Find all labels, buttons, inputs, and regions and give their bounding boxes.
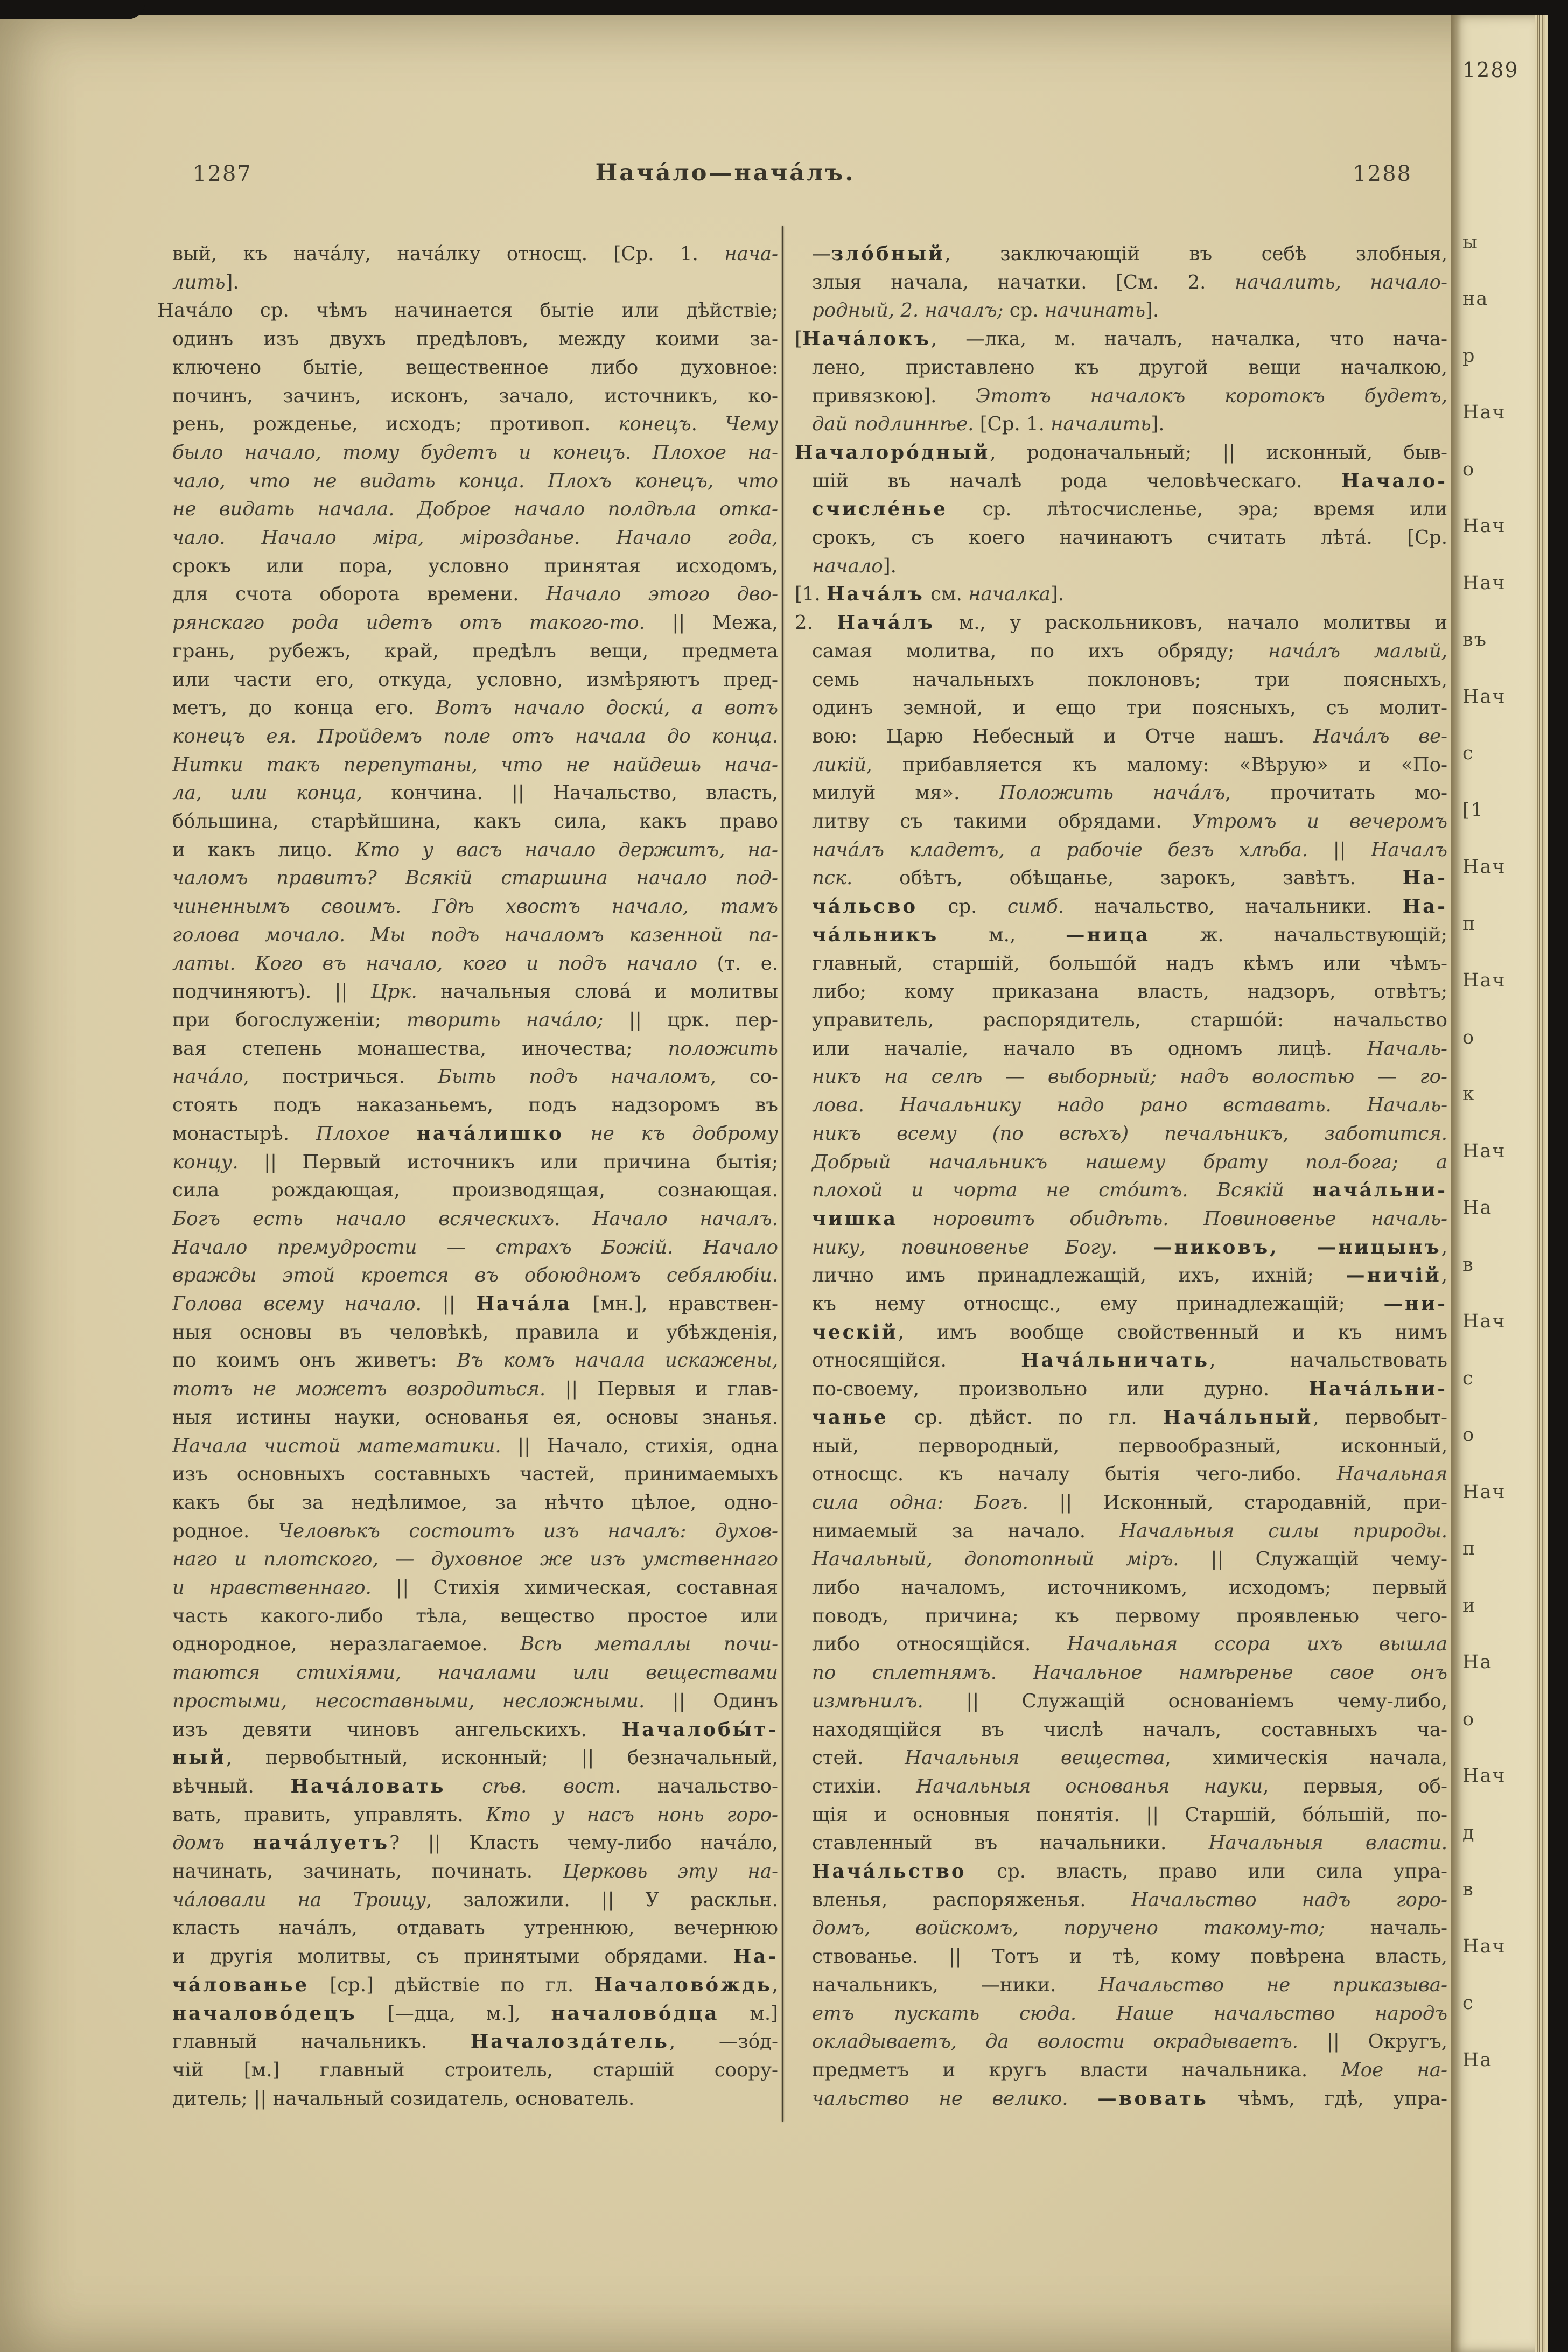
text-line: лить]. <box>172 271 239 293</box>
text-line: Богъ есть начало всяческихъ. Начало началъ. <box>172 1207 778 1230</box>
page-number-right: 1288 <box>1353 162 1412 186</box>
next-page-text-fragment: о <box>1462 1709 1475 1730</box>
text-line: начинать, зачинать, починать. Церковь эту на- <box>172 1860 778 1883</box>
next-page-text-fragment: На <box>1462 1197 1493 1219</box>
text-line: [1. Нача́лъ см. началка]. <box>795 583 1065 606</box>
next-page-text-fragment: [1 <box>1462 800 1484 821</box>
text-line: лично имъ принадлежащій, ихъ, ихній; —ничій, <box>812 1264 1447 1287</box>
text-line: Добрый начальникъ нашему брату пол-бога; а <box>812 1151 1447 1173</box>
text-line: никъ на селѣ — выборный; надъ волостью — го- <box>812 1066 1447 1088</box>
text-line: не видать начала. Доброе начало полдѣла отка- <box>172 498 778 521</box>
text-line: [Нача́локъ, —лка, м. началъ, началка, что нача- <box>795 328 1447 351</box>
next-page-text-fragment: в <box>1462 1254 1474 1276</box>
next-page-text-fragment: Нач <box>1462 686 1506 708</box>
text-line: предметъ и кругъ власти начальника. Мое на- <box>812 2059 1447 2081</box>
next-page-text-fragment: На <box>1462 2049 1493 2071</box>
text-line: Начала чистой математики. || Начало, стихія, одна <box>172 1434 778 1457</box>
left-column <box>157 240 778 2113</box>
right-column <box>795 240 1447 2113</box>
text-line: голова мочало. Мы подъ началомъ казенной па- <box>172 923 778 946</box>
text-line: чій [м.] главный строитель, старшій соору- <box>172 2059 778 2081</box>
text-line: ча́льникъ м., —ница ж. начальствующій; <box>812 923 1447 946</box>
page-stack-edges <box>1535 15 1548 2352</box>
next-page-text-fragment: с <box>1462 743 1474 764</box>
text-line: семь начальныхъ поклоновъ; три поясныхъ, <box>812 668 1447 691</box>
text-line: и какъ лицо. Кто у васъ начало держитъ, на- <box>172 838 778 861</box>
text-line: литву съ такими обрядами. Утромъ и вечеромъ <box>812 810 1447 833</box>
text-line: домъ, войскомъ, поручено такому-то; началь- <box>812 1917 1448 1940</box>
text-line: рень, рожденье, исходъ; противоп. конецъ. Чему <box>172 413 778 436</box>
text-line: ный, первородный, первообразный, исконный, <box>812 1434 1447 1457</box>
text-line: дитель; || начальный созидатель, основатель. <box>172 2087 635 2110</box>
text-line: часть какого-либо тѣла, вещество простое или <box>172 1605 778 1627</box>
text-line: или части его, откуда, условно, измѣряютъ пред- <box>172 668 778 691</box>
text-line: какъ бы за недѣлимое, за нѣчто цѣлое, одно- <box>172 1491 778 1514</box>
text-line: концу. || Первый источникъ или причина бытія; <box>172 1151 778 1173</box>
text-line: тотъ не можетъ возродиться. || Первыя и глав- <box>172 1378 778 1401</box>
text-line: 2. Нача́лъ м., у раскольниковъ, начало молитвы и <box>795 612 1447 634</box>
next-page-text-fragment: с <box>1462 1992 1474 2014</box>
text-line: вать, править, управлять. Кто у насъ нонь горо- <box>172 1803 778 1826</box>
column-divider-rule <box>782 226 783 2122</box>
text-line: чанье ср. дѣйст. по гл. Нача́льный, первобыт- <box>812 1406 1447 1429</box>
text-line: чальство не велико. —вовать чѣмъ, гдѣ, упра- <box>812 2087 1447 2110</box>
text-line: нику, повиновенье Богу. —никовъ, —ницынъ, <box>812 1236 1447 1258</box>
text-line: привязкою]. Этотъ началокъ коротокъ будетъ, <box>812 384 1447 407</box>
text-line: родное. Человѣкъ состоитъ изъ началъ: духов- <box>172 1520 778 1542</box>
text-line: либо относящійся. Начальная ссора ихъ вышла <box>812 1633 1447 1656</box>
next-page-text-fragment: о <box>1462 1027 1475 1048</box>
next-page-edge <box>1451 15 1535 2352</box>
text-line: одинъ изъ двухъ предѣловъ, между коими за- <box>172 328 778 351</box>
text-line: относщс. къ началу бытія чего-либо. Начальная <box>812 1463 1447 1486</box>
text-line: ла, или конца, кончина. || Начальство, власть, <box>172 782 778 804</box>
next-page-text-fragment: ы <box>1462 232 1479 253</box>
text-line: Нитки такъ перепутаны, что не найдешь нача- <box>172 753 778 776</box>
text-line: метъ, до конца его. Вотъ начало доски́, а вотъ <box>172 697 778 719</box>
text-line: однородное, неразлагаемое. Всѣ металлы почи- <box>172 1633 778 1656</box>
photo-background <box>1548 0 1568 2352</box>
text-line: таются стихіями, началами или веществами <box>172 1662 778 1684</box>
text-line: ствованье. || Тотъ и тѣ, кому повѣрена власть, <box>812 1945 1447 1968</box>
text-line: чишка норовитъ обидѣть. Повиновенье началь- <box>812 1207 1447 1230</box>
book-page <box>0 15 1546 2352</box>
photo-background <box>0 0 1568 15</box>
running-head: Нача́ло—нача́лъ. <box>595 159 856 186</box>
text-line: ча́ловали на Троицу, заложили. || У раскльн. <box>172 1888 778 1911</box>
text-line: Начало премудрости — страхъ Божій. Начало <box>172 1236 778 1258</box>
text-line: Нача́льство ср. власть, право или сила упра- <box>812 1860 1447 1883</box>
text-line: изъ девяти чиновъ ангельскихъ. Началобы́т- <box>172 1718 778 1741</box>
photo-background-corner <box>0 0 145 19</box>
text-line: нимаемый за начало. Начальныя силы природы. <box>812 1520 1448 1542</box>
next-page-text-fragment: Нач <box>1462 1481 1506 1503</box>
text-line: или началіе, начало въ одномъ лицѣ. Началь- <box>812 1037 1447 1060</box>
text-line: милуй мя». Положить нача́лъ, прочитать мо- <box>812 782 1447 804</box>
text-line: стей. Начальныя вещества, химическія начала, <box>812 1747 1447 1769</box>
text-line: либо началомъ, источникомъ, исходомъ; первый <box>812 1577 1447 1599</box>
next-page-text-fragment: о <box>1462 459 1475 480</box>
text-line: по сплетнямъ. Начальное намѣренье свое онъ <box>812 1662 1447 1684</box>
text-line: нача́ло, постричься. Быть подъ началомъ, со- <box>172 1066 779 1088</box>
text-line: класть нача́лъ, отдавать утреннюю, вечернюю <box>172 1917 778 1940</box>
text-line: управитель, распорядитель, старшо́й: начальство <box>812 1009 1447 1031</box>
text-line: вый, къ нача́лу, нача́лку относщ. [Ср. 1. нача- <box>172 243 778 265</box>
text-line: щія и основныя понятія. || Старшій, бо́льшій, по- <box>812 1803 1447 1826</box>
next-page-text-fragment: о <box>1462 1424 1475 1446</box>
text-line: либо; кому приказана власть, надзоръ, отвѣтъ; <box>812 981 1447 1003</box>
text-line: и другія молитвы, съ принятыми обрядами. На- <box>172 1945 778 1968</box>
text-line: пск. обѣтъ, обѣщанье, зарокъ, завѣтъ. На- <box>812 867 1447 890</box>
next-page-text-fragment: р <box>1462 345 1476 367</box>
text-line: ныя основы въ человѣкѣ, правила и убѣжденія, <box>172 1321 778 1343</box>
text-line: ча́лованье [ср.] дѣйствіе по гл. Началово́ждь, <box>172 1973 778 1996</box>
next-page-text-fragment: на <box>1462 288 1489 310</box>
text-line: изъ основныхъ составныхъ частей, принимаемыхъ <box>172 1463 778 1486</box>
text-line: грань, рубежъ, край, предѣлъ вещи, предмета <box>172 640 778 662</box>
next-page-text-fragment: Нач <box>1462 856 1506 878</box>
text-line: ча́льсво ср. симб. начальство, начальники. На- <box>812 895 1447 918</box>
text-line: родный, 2. началъ; ср. начинать]. <box>812 299 1159 322</box>
text-line: монастырѣ. Плохое нача́лишко не къ доброму <box>172 1122 778 1145</box>
next-page-text-fragment: На <box>1462 1651 1493 1673</box>
text-line: къ нему относщс., ему принадлежащій; —ни- <box>812 1293 1447 1315</box>
text-line: вленья, распоряженья. Начальство надъ горо- <box>812 1888 1447 1911</box>
text-line: злыя начала, начатки. [См. 2. началить, начало- <box>812 271 1447 293</box>
text-line: плохой и чорта не сто́итъ. Всякій нача́льни- <box>812 1179 1447 1202</box>
text-line: Нача́ло ср. чѣмъ начинается бытіе или дѣйствіе; <box>157 299 778 322</box>
text-line: ческій, имъ вообще свойственный и къ нимъ <box>812 1321 1447 1343</box>
text-line: Голова всему начало. || Нача́ла [мн.], нравствен- <box>172 1293 779 1315</box>
text-line: главный начальникъ. Началозда́тель, —зо́д- <box>172 2031 778 2053</box>
next-page-text-fragment: Нач <box>1462 1936 1506 1957</box>
text-line: Началоро́дный, родоначальный; || исконный, быв- <box>795 441 1447 464</box>
text-line: наго и плотского, — духовное же изъ умственнаго <box>172 1548 778 1571</box>
text-line: ставленный въ начальники. Начальныя власти. <box>812 1832 1447 1854</box>
text-line: шій въ началѣ рода человѣческаго. Начало- <box>812 470 1447 492</box>
text-line: одинъ земной, и ещо три поясныхъ, съ молит- <box>812 697 1447 719</box>
next-page-text-fragment: Нач <box>1462 970 1506 991</box>
text-line: етъ пускать сюда. Наше начальство народъ <box>812 2002 1447 2025</box>
text-line: —зло́бный, заключающій въ себѣ злобныя, <box>812 243 1447 265</box>
text-line: началово́децъ [—дца, м.], началово́дца м.] <box>172 2002 778 2025</box>
next-page-text-fragment: Нач <box>1462 1311 1506 1332</box>
next-page-text-fragment: п <box>1462 1538 1476 1559</box>
text-line: вою: Царю Небесный и Отче нашъ. Нача́лъ ве- <box>812 725 1447 747</box>
text-line: и нравственнаго. || Стихія химическая, составная <box>172 1577 778 1599</box>
text-line: ный, первобытный, исконный; || безначальный, <box>172 1747 778 1769</box>
text-line: ныя истины науки, основанья ея, основы знанья. <box>172 1406 778 1429</box>
text-line: стихіи. Начальныя основанья науки, первыя, об- <box>812 1775 1447 1797</box>
next-page-text-fragment: д <box>1462 1822 1475 1844</box>
text-line: домъ нача́луетъ? || Класть чему-либо нача́ло, <box>172 1832 778 1854</box>
text-line: по коимъ онъ живетъ: Въ комъ начала искажены, <box>172 1349 778 1372</box>
next-page-text-fragment: въ <box>1462 629 1487 650</box>
text-line: никъ всему (по всѣхъ) печальникъ, заботится. <box>812 1122 1447 1145</box>
text-line: главный, старшій, большо́й надъ кѣмъ или чѣмъ- <box>812 952 1447 975</box>
text-line: лено, приставлено къ другой вещи началкою, <box>812 356 1447 379</box>
next-page-text-fragment: с <box>1462 1368 1474 1389</box>
text-line: окладываетъ, да волости окрадываетъ. || Округъ, <box>812 2031 1447 2053</box>
text-line: срокъ или пора, условно принятая исходомъ, <box>172 555 778 577</box>
next-page-text-fragment: Нач <box>1462 402 1506 423</box>
next-page-text-fragment: к <box>1462 1083 1475 1105</box>
text-line: чало. Начало міра, мірозданье. Начало года, <box>172 527 778 549</box>
text-line: находящійся въ числѣ началъ, составныхъ ча- <box>812 1718 1447 1741</box>
text-line: счисле́нье ср. лѣтосчисленье, эра; время или <box>812 498 1447 521</box>
next-page-text-fragment: в <box>1462 1879 1474 1900</box>
text-line: вражды этой кроется въ обоюдномъ себялюбіи. <box>172 1264 778 1287</box>
text-line: вѣчный. Нача́ловать сѣв. вост. начальство- <box>172 1775 778 1797</box>
text-line: срокъ, съ коего начинаютъ считать лѣта́. [Ср. <box>812 527 1447 549</box>
text-line: лова. Начальнику надо рано вставать. Началь- <box>812 1094 1447 1117</box>
next-page-text-fragment: п <box>1462 913 1476 935</box>
text-line: чиненнымъ своимъ. Гдѣ хвостъ начало, тамъ <box>172 895 778 918</box>
text-line: поводъ, причина; къ первому проявленью чего- <box>812 1605 1447 1627</box>
next-page-text-fragment: Нач <box>1462 572 1506 594</box>
text-line: измѣнилъ. || Служащій основаніемъ чему-либо, <box>812 1690 1447 1712</box>
next-page-text-fragment: Нач <box>1462 515 1506 537</box>
text-line: рянскаго рода идетъ отъ такого-то. || Межа, <box>172 612 778 634</box>
text-line: чало, что не видать конца. Плохъ конецъ, что <box>172 470 778 492</box>
text-line: конецъ ея. Пройдемъ поле отъ начала до конца. <box>172 725 778 747</box>
text-line: по-своему, произвольно или дурно. Нача́льни- <box>812 1378 1447 1401</box>
text-line: подчиняютъ). || Црк. начальныя слова́ и молитвы <box>172 981 778 1003</box>
text-line: дай подлиннѣе. [Ср. 1. началить]. <box>812 413 1165 436</box>
next-page-text-fragment: и <box>1462 1595 1476 1616</box>
text-line: было начало, тому будетъ и конецъ. Плохое на- <box>172 441 778 464</box>
text-line: для счота оборота времени. Начало этого дво- <box>172 583 778 606</box>
text-line: стоять подъ наказаньемъ, подъ надзоромъ въ <box>172 1094 778 1117</box>
text-line: Начальный, допотопный міръ. || Служащій чему- <box>812 1548 1447 1571</box>
text-line: ключено бытіе, вещественное либо духовное: <box>172 356 778 379</box>
text-line: нача́лъ кладетъ, а рабочіе безъ хлѣба. || Началъ <box>812 838 1447 861</box>
text-line: относящійся. Нача́льничать, начальствовать <box>812 1349 1447 1372</box>
text-line: латы. Кого въ начало, кого и подъ начало (т. е. <box>172 952 778 975</box>
text-line: сила одна: Богъ. || Исконный, стародавній, при- <box>812 1491 1447 1514</box>
text-line: простыми, несоставными, несложными. || Одинъ <box>172 1690 778 1712</box>
text-line: ликій, прибавляется къ малому: «Вѣрую» и «По- <box>812 753 1447 776</box>
text-line: самая молитва, по ихъ обряду; нача́лъ малый, <box>812 640 1447 662</box>
text-line: сила рождающая, производящая, сознающая. <box>172 1179 778 1202</box>
text-line: починъ, зачинъ, исконъ, зачало, источникъ, ко- <box>172 384 778 407</box>
next-page-number: 1289 <box>1462 58 1519 82</box>
next-page-text-fragment: Нач <box>1462 1765 1506 1787</box>
text-line: начальникъ, —ники. Начальство не приказыва- <box>812 1973 1447 1996</box>
text-line: начало]. <box>812 555 897 577</box>
text-line: чаломъ правитъ? Всякій старшина начало под- <box>172 867 778 890</box>
text-line: вая степень монашества, иночества; положить <box>172 1037 778 1060</box>
next-page-text-fragment: Нач <box>1462 1140 1506 1162</box>
page-number-left: 1287 <box>193 162 252 186</box>
text-line: бо́льшина, старѣйшина, какъ сила, какъ право <box>172 810 778 833</box>
text-line: при богослуженіи; творить нача́ло; || црк. пер- <box>172 1009 778 1031</box>
